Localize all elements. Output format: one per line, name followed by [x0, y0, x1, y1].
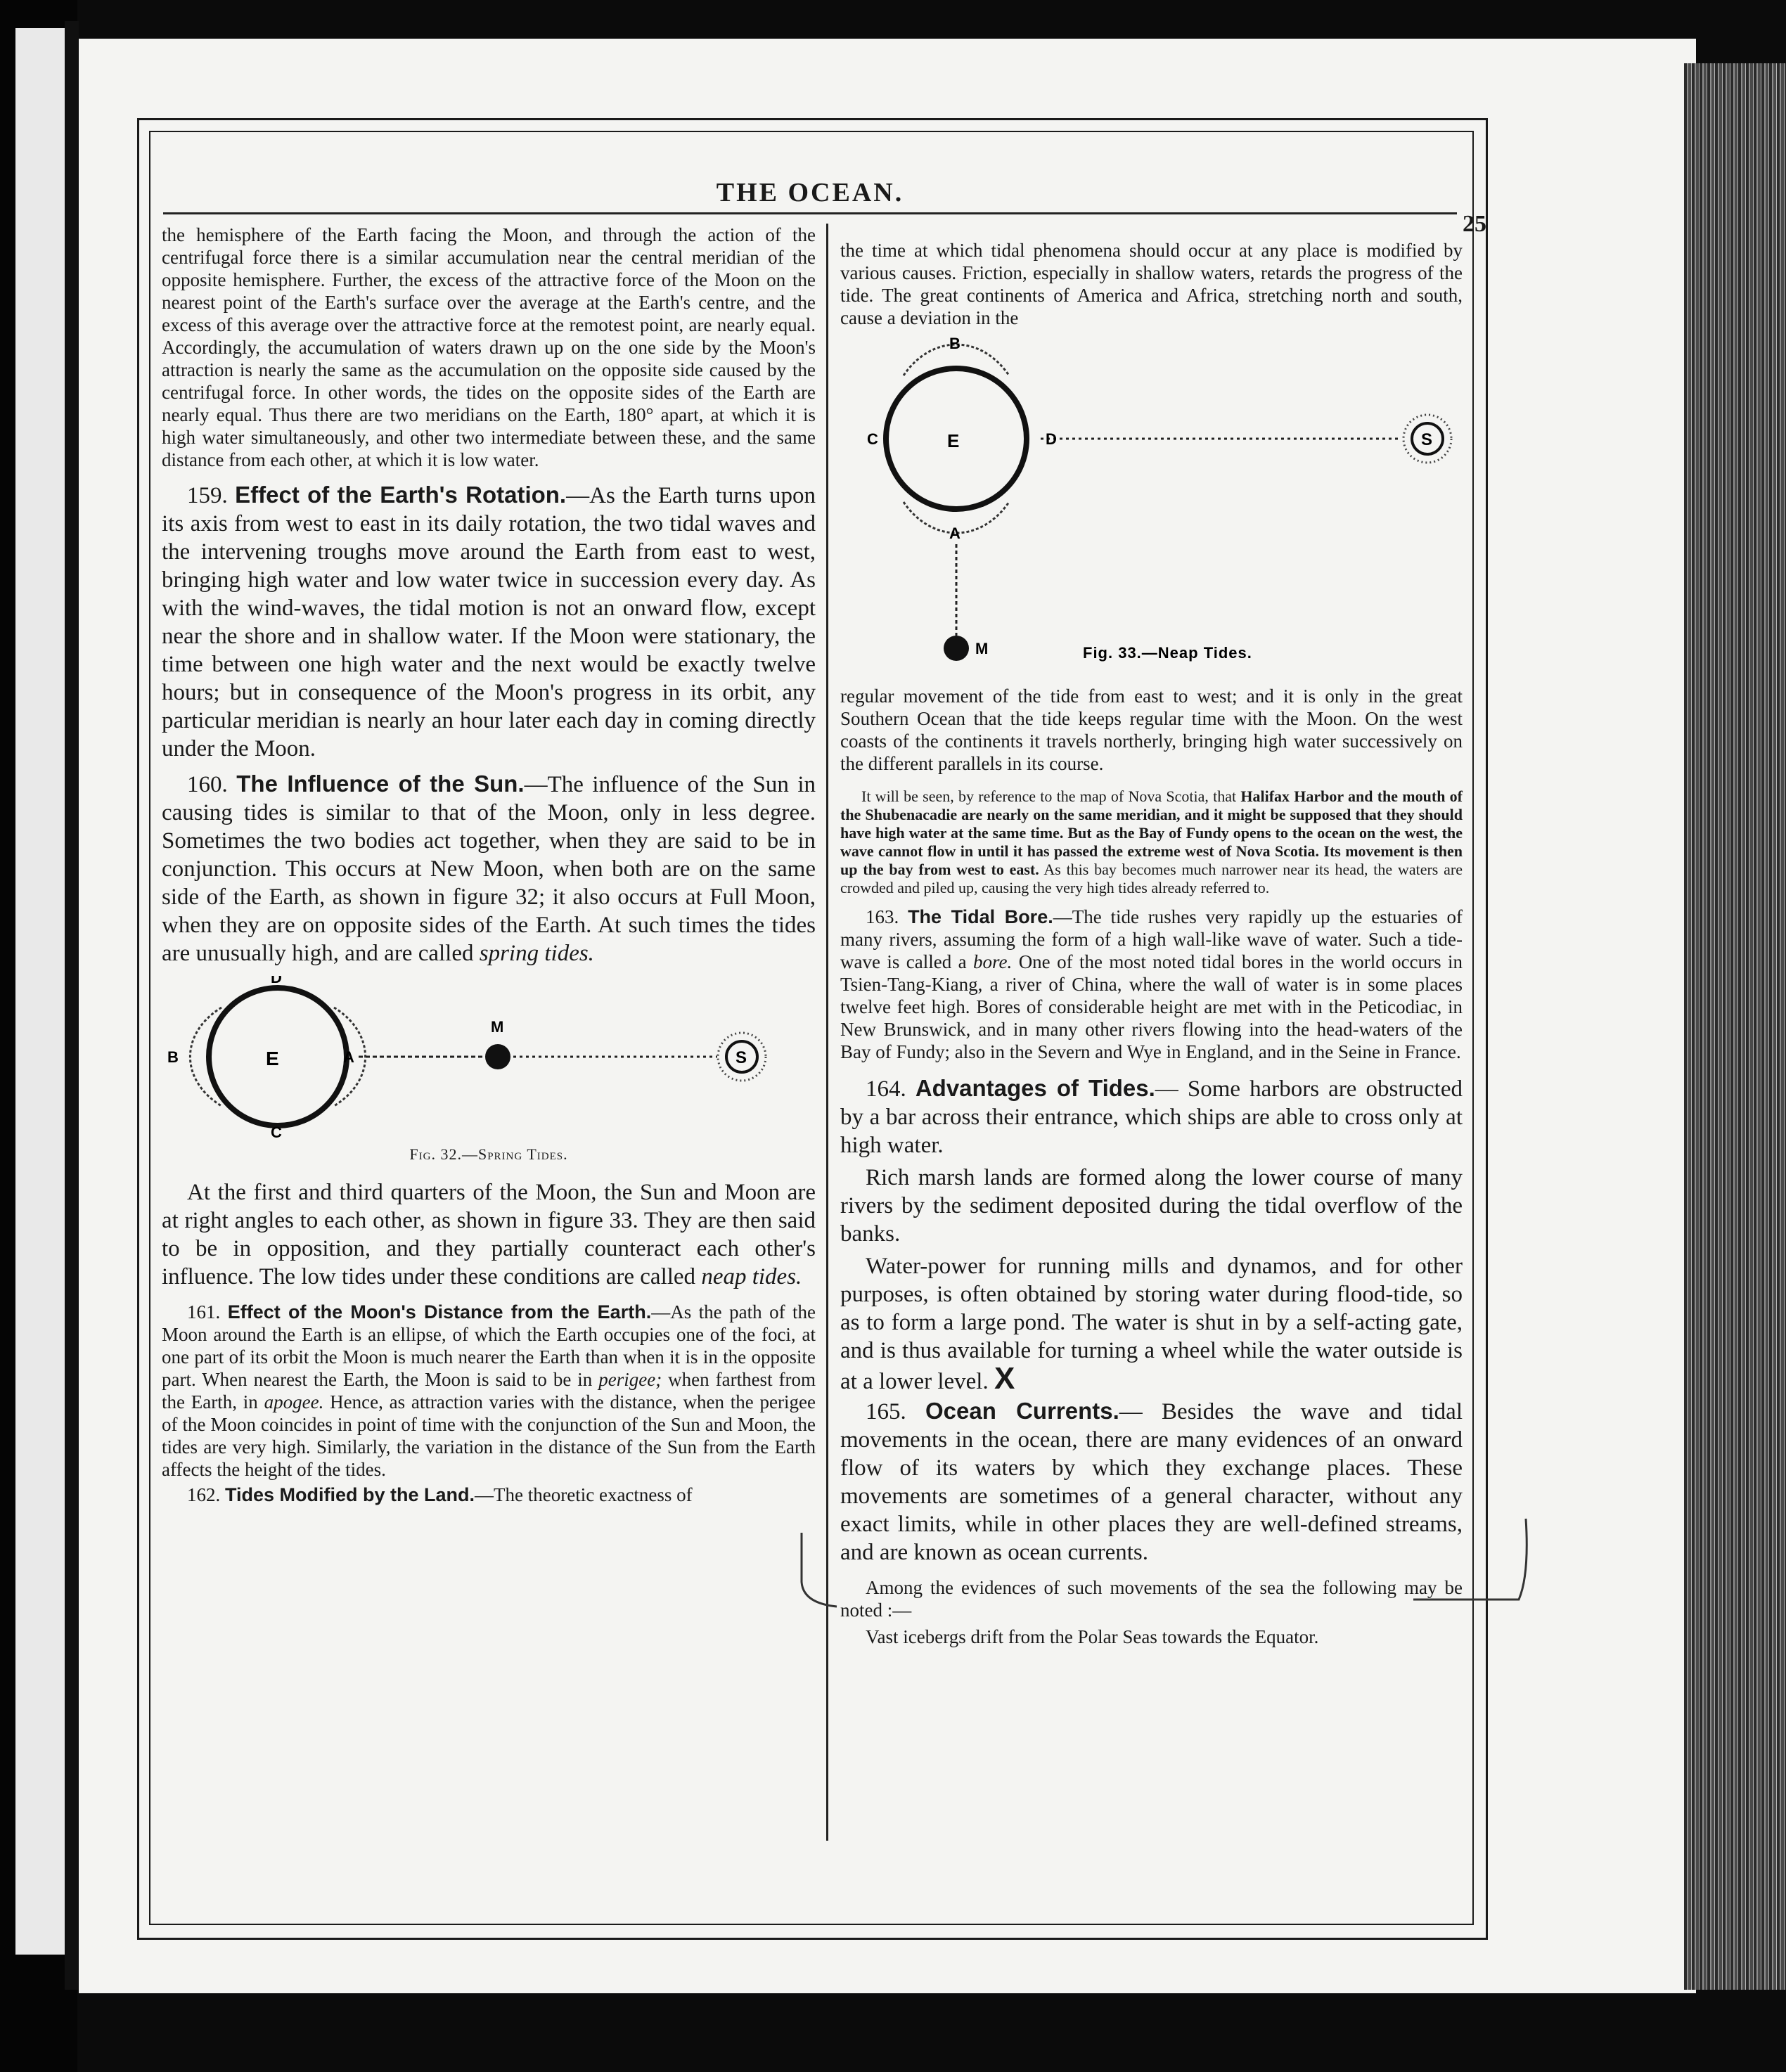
section-heading: Tides Modified by the Land. [225, 1484, 475, 1505]
pencil-bracket [802, 1533, 837, 1607]
neap-tides-diagram [840, 333, 1459, 671]
section-text: —The influence of the Sun in causing tides is similar to that of the Moon, only in less degree. Sometimes the two bodies act together, when they are said to be in conjunction. This occurs at New Moon, when both are on the same side of the Earth, as shown in figure 32; it also occurs at Full Moon, when they are on opposite sides of the Earth. At such times the tides are unusually high, and are called [162, 772, 816, 966]
pencil-line [1413, 1519, 1527, 1600]
continued-paragraph: the time at which tidal phenomena should occur at any place is modified by various causes. Friction, especially in shallow waters, retards the progress of the tide. The great continents of America and Africa, stretching north and south, cause a deviation in the [840, 240, 1463, 328]
moon-symbol [485, 1044, 510, 1069]
section-text: —As the Earth turns upon its axis from west to east in its daily rotation, the two tidal waves and the intervening troughs move around the Earth from east to west, bringing high water and low water twice in succession every day. As with the wind-waves, the tidal motion is not an onward flow, except near the shore and in shallow water. If the Moon were stationary, the time between one high water and the next would be exactly twelve hours; but in consequence of the Moon's progress in its orbit, any particular meridian is nearly an hour later each day in coming directly under the Moon. [162, 483, 816, 761]
section-heading: Ocean Currents. [925, 1398, 1119, 1424]
section-163 [840, 906, 1463, 1063]
figure-32 [162, 976, 816, 1166]
section-159 [162, 481, 816, 763]
label-s: S [1421, 430, 1433, 449]
book-gutter [65, 21, 79, 1990]
label-s: S [735, 1048, 747, 1067]
figure-32-caption: Fig. 32.—Spring Tides. [409, 1145, 568, 1163]
quarters-paragraph [162, 1178, 816, 1291]
section-number: 163. [866, 906, 899, 927]
handwritten-x-mark: X [994, 1361, 1015, 1396]
note-text-b: As this bay becomes much narrower near its head, the waters are crowded and piled up, causing the very high tides already referred to. [840, 861, 1463, 896]
facing-page-sliver [15, 28, 68, 1955]
page-edges [1684, 63, 1786, 1990]
section-text: — Besides the wave and tidal movements in the ocean, there are many evidences of an onward flow of its waters by which they exchange places. These movements are sometimes of a general character, without any exact limits, while in other places they are well-defined streams, and are known as ocean currents. [840, 1399, 1463, 1565]
section-number: 160. [187, 772, 228, 797]
section-161 [162, 1301, 816, 1481]
section-text-b: when farthest from the Earth, in [162, 1369, 816, 1413]
section-number: 159. [187, 483, 228, 508]
marsh-lands-paragraph: Rich marsh lands are formed along the lower course of many rivers by the sediment deposited during the tidal overflow of the banks. [840, 1165, 1463, 1247]
section-number: 162. [187, 1484, 221, 1505]
spring-tides-diagram [162, 976, 795, 1138]
section-number: 165. [866, 1399, 906, 1424]
label-m: M [491, 1018, 504, 1036]
section-text-a: —As the path of the Moon around the Earth is an ellipse, of which the Earth occupies one of the foci, at one part of its orbit the Moon is much nearer the Earth than when it is in the opposite part. When nearest the Earth, the Moon is said to be in [162, 1301, 816, 1390]
term-bore: bore. [973, 951, 1013, 972]
label-d: D [271, 976, 282, 986]
section-heading: The Tidal Bore. [908, 906, 1053, 927]
left-column [162, 224, 816, 1506]
section-162 [162, 1484, 816, 1506]
note-text-a: It will be seen, by reference to the map of Nova Scotia, that [861, 787, 1237, 805]
nova-scotia-note [840, 787, 1463, 897]
regular-movement-paragraph: regular movement of the tide from east to west; and it is only in the great Southern Ocean that the tide keeps regular time with the Moon. On the west coasts of the continents it travels northerly, bringing high water successively on the different parallels in its course. [840, 686, 1463, 774]
section-text-b: One of the most noted tidal bores in the world occurs in Tsien-Tang-Kiang, a river of China, where the wall of water is in some places twelve feet high. Bores of considerable height are met with in the Peticodiac, in New Brunswick, and in many other rivers flowing into the head-waters of the Bay of Fundy; also in the Severn and Wye in England, and in the Seine in France. [840, 951, 1463, 1062]
figure-33-caption: Fig. 33.—Neap Tides. [1083, 644, 1252, 662]
intro-paragraph: the hemisphere of the Earth facing the Moon, and through the action of the centrifugal force there is a similar accumulation near the central meridian of the opposite hemisphere. Further, the excess of the attractive force of the Moon on the nearest point of the Earth's surface over the average at the Earth's centre, and the excess of this average over the attractive force at the remotest point, are nearly equal. Accordingly, the accumulation of waters drawn up on the one side by the Moon's attraction is nearly the same as the accumulation on the opposite side caused by the centrifugal force. In other words, the tides on the opposite sides of the Earth are nearly equal. Thus there are two meridians on the Earth, 180° apart, at which it is high water simultaneously, and other two intermediate between these, and the same distance from each other, at which it is low water. [162, 224, 816, 470]
section-number: 164. [866, 1076, 906, 1102]
label-a: A [949, 525, 961, 542]
section-text-c: Hence, as attraction varies with the distance, when the perigee of the Moon coincides in point of time with the conjunction of the Sun and Moon, the tides are very high. Similarly, the variation in the distance of the Sun from the Earth affects the height of the tides. [162, 1391, 816, 1480]
section-160 [162, 770, 816, 967]
label-c: C [867, 430, 878, 448]
note-emphasis: Halifax Harbor and the mouth of the Shubenacadie are nearly on the same meridian, and it might be supposed that they should have high water at the same time. But as the Bay of Fundy opens to the ocean on the west, the wave cannot flow in until it has passed the extreme west of Nova Scotia. Its movement is then up the bay from west to east. [840, 787, 1463, 878]
label-b: B [167, 1048, 179, 1066]
right-column [840, 239, 1463, 1648]
section-heading: Effect of the Earth's Rotation. [235, 482, 567, 508]
pencil-annotation [795, 1512, 1540, 1631]
label-b: B [949, 335, 961, 352]
term-neap-tides: neap tides. [701, 1264, 802, 1289]
label-e: E [947, 430, 960, 451]
section-heading: Advantages of Tides. [915, 1075, 1155, 1101]
label-a: A [343, 1048, 354, 1066]
section-number: 161. [187, 1301, 221, 1323]
figure-33 [840, 333, 1463, 685]
term-perigee: perigee; [598, 1369, 662, 1390]
water-power-text: Water-power for running mills and dynamos, and for other purposes, is often obtained by storing water during flood-tide, so as to form a large pond. The water is shut in by a self-acting gate, and is thus available for turning a wheel while the water outside is at a lower level. [840, 1254, 1463, 1394]
water-power-paragraph [840, 1252, 1463, 1396]
section-text-a: —The tide rushes very rapidly up the estuaries of many rivers, assuming the form of a high wall-like wave of water. Such a tide-wave is called a [840, 906, 1463, 972]
evidences-paragraph: Among the evidences of such movements of the sea the following may be noted :— [840, 1577, 1463, 1621]
quarters-text: At the first and third quarters of the Moon, the Sun and Moon are at right angles to each other, as shown in figure 33. They are then said to be in opposition, and they partially counteract each other's influence. The low tides under these conditions are called [162, 1180, 816, 1289]
section-164 [840, 1074, 1463, 1159]
moon-symbol [944, 636, 969, 661]
running-head [163, 169, 1457, 214]
page-number: 25 [1463, 211, 1486, 237]
section-text: —The theoretic exactness of [475, 1484, 693, 1505]
section-heading: Effect of the Moon's Distance from the Earth. [227, 1301, 652, 1323]
section-heading: The Influence of the Sun. [236, 771, 525, 797]
label-d: D [1046, 430, 1057, 448]
term-apogee: apogee. [264, 1391, 324, 1413]
label-m: M [975, 640, 989, 657]
running-title: THE OCEAN. [716, 178, 904, 207]
section-text: — Some harbors are obstructed by a bar across their entrance, which ships are able to cross only at high water. [840, 1076, 1463, 1158]
icebergs-paragraph: Vast icebergs drift from the Polar Seas towards the Equator. [866, 1626, 1319, 1647]
label-c: C [271, 1124, 282, 1138]
term-spring-tides: spring tides. [479, 941, 594, 966]
label-e: E [266, 1048, 279, 1069]
